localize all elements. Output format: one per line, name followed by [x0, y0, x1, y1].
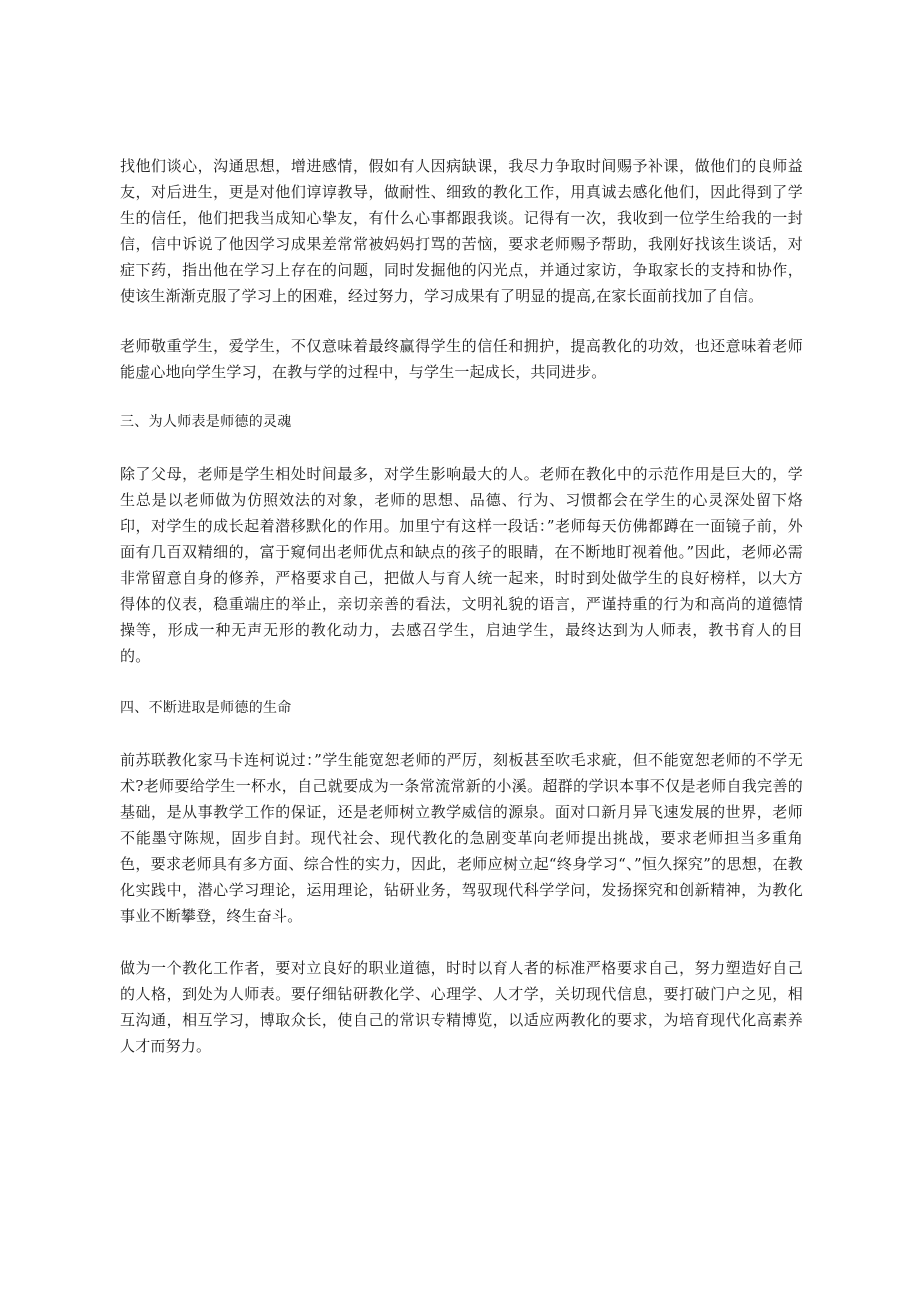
paragraph-respect-students: 老师敬重学生，爱学生，不仅意味着最终赢得学生的信任和拥护，提高教化的功效，也还意味着老师能虚心地向学生学习，在教与学的过程中，与学生一起成长，共同进步。	[120, 337, 803, 381]
section-heading-three: 三、为人师表是师德的灵魂	[120, 414, 292, 430]
paragraph-teacher-student-communication: 找他们谈心，沟通思想，增进感情，假如有人因病缺课，我尽力争取时间赐予补课，做他们的良师益友，对后进生，更是对他们谆谆教导，做耐性、细致的教化工作，用真诚去感化他们，因此得到了学生的信任，他们把我当成知心挚友，有什么心事都跟我谈。记得有一次，我收到一位学生给我的一封信，信中诉说了他因学习成果差常常被妈妈打骂的苦恼，要求老师赐予帮助，我刚好找该生谈话，对症下药，指出他在学习上存在的问题，同时发掘他的闪光点，并通过家访，争取家长的支持和协作，使该生渐渐克服了学习上的困难，经过努力，学习成果有了明显的提高,在家长面前找加了自信。	[120, 157, 803, 305]
document-body	[120, 153, 803, 1085]
paragraph-conclusion: 做为一个教化工作者，要对立良好的职业道德，时时以育人者的标准严格要求自己，努力塑造好自己的人格，到处为人师表。要仔细钻研教化学、心理学、人才学，关切现代信息，要打破门户之见，相互沟通，相互学习，博取众长，使自己的常识专精博览，以适应两教化的要求，为培育现代化高素养人才而努力。	[120, 959, 803, 1055]
section-heading-four: 四、不断进取是师德的生命	[120, 700, 292, 716]
paragraph-continuous-learning: 前苏联教化家马卡连柯说过：”学生能宽恕老师的严厉，刻板甚至吹毛求疵，但不能宽恕老师的不学无术?老师要给学生一杯水，自己就要成为一条常流常新的小溪。超群的学识本事不仅是老师自我完善的基础，是从事教学工作的保证，还是老师树立教学威信的源泉。面对口新月异飞速发展的世界，老师不能墨守陈规，固步自封。现代社会、现代教化的急剧变革向老师提出挑战，要求老师担当多重角色，要求老师具有多方面、综合性的实力，因此，老师应树立起“终身学习“、”恒久探究”的思想，在教化实践中，潜心学习理论，运用理论，钻研业务，驾驭现代科学学问，发扬探究和创新精神，为教化事业不断攀登，终生奋斗。	[120, 751, 803, 925]
paragraph-role-model: 除了父母，老师是学生相处时间最多，对学生影响最大的人。老师在教化中的示范作用是巨大的，学生总是以老师做为仿照效法的对象，老师的思想、品德、行为、习惯都会在学生的心灵深处留下烙印，对学生的成长起着潜移默化的作用。加里宁有这样一段话：”老师每天仿佛都蹲在一面镜子前，外面有几百双精细的，富于窥伺出老师优点和缺点的孩子的眼睛，在不断地盯视着他。”因此，老师必需非常留意自身的修养，严格要求自己，把做人与育人统一起来，时时到处做学生的良好榜样，以大方得体的仪表，稳重端庄的举止，亲切亲善的看法，文明礼貌的语言，严谨持重的行为和高尚的道德情操等，形成一种无声无形的教化动力，去感召学生，启迪学生，最终达到为人师表，教书育人的目的。	[120, 465, 803, 665]
